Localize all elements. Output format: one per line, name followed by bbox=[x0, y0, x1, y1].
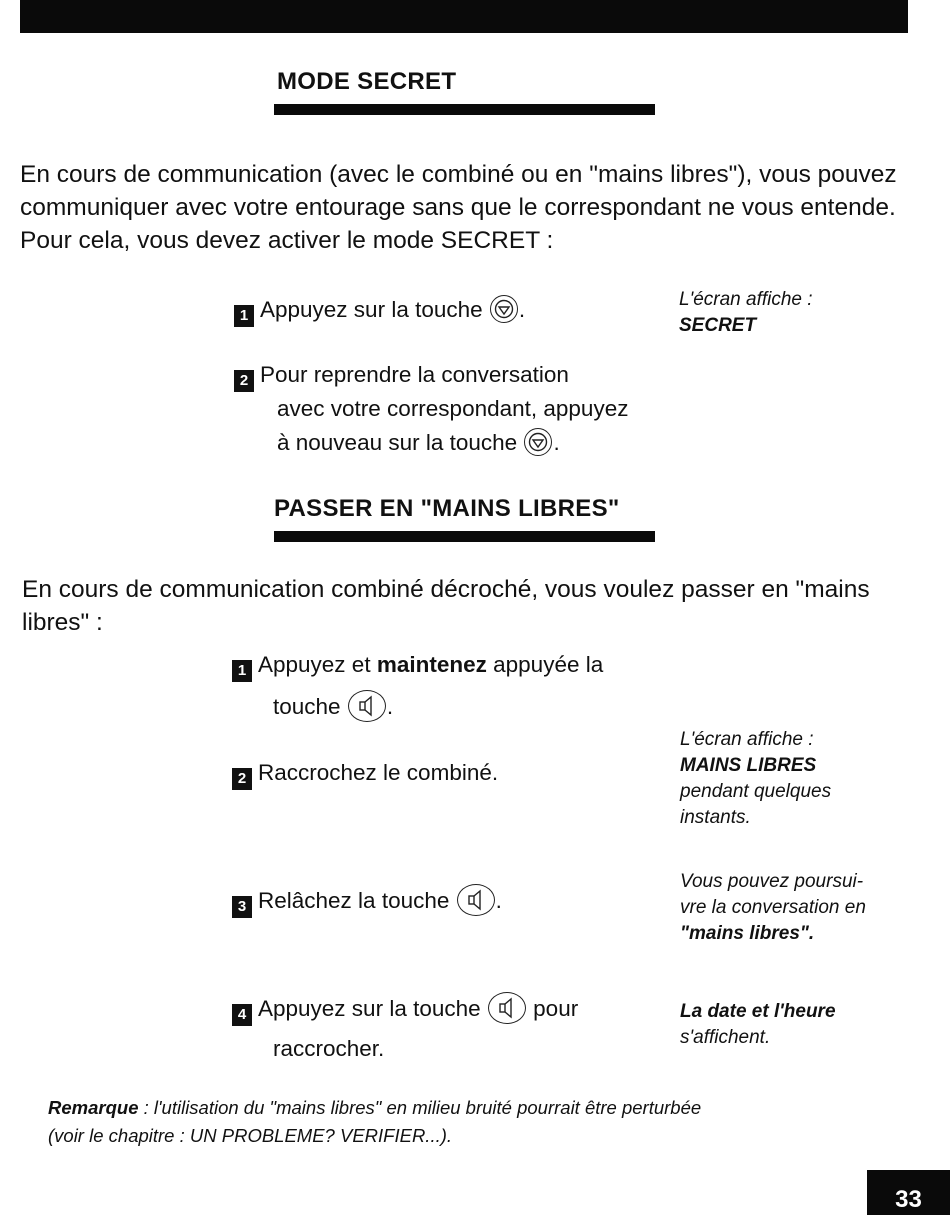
step-3-mains-libres: 3 Relâchez la touche . bbox=[232, 884, 502, 918]
step-text: Appuyez sur la touche bbox=[260, 297, 483, 322]
speaker-key-icon bbox=[488, 992, 526, 1024]
step-4-mains-libres: 4 Appuyez sur la touche pour raccrocher. bbox=[232, 992, 578, 1065]
step-text-line2: avec votre correspondant, appuyez bbox=[277, 396, 629, 421]
step-2-mains-libres: 2 Raccrochez le combiné. bbox=[232, 756, 498, 790]
step-2-secret: 2 Pour reprendre la conversation avec votre correspondant, appuyez à nouveau sur la touche . bbox=[234, 358, 628, 459]
step-1-mains-libres: 1 Appuyez et maintenez appuyée la touche . bbox=[232, 648, 603, 723]
step-number: 2 bbox=[234, 370, 254, 392]
secret-key-icon bbox=[524, 428, 552, 456]
section-title-mains-libres: PASSER EN "MAINS LIBRES" bbox=[274, 495, 620, 522]
speaker-key-icon bbox=[457, 884, 495, 916]
step-1-secret: 1 Appuyez sur la touche . bbox=[234, 293, 525, 327]
step-number: 3 bbox=[232, 896, 252, 918]
step-number: 4 bbox=[232, 1004, 252, 1026]
step-text-line1: Pour reprendre la conversation bbox=[260, 362, 569, 387]
page-number: 33 bbox=[867, 1170, 950, 1215]
intro-paragraph: En cours de communication (avec le combiné ou en "mains libres"), vous pouvez communiquer avec votre entourage sans que le correspondant ne vous entende. Pour cela, vous devez activer le mode SECRET : bbox=[20, 161, 897, 254]
screen-note-mains-libres: L'écran affiche : MAINS LIBRES pendant quelques instants. bbox=[680, 729, 832, 828]
top-bar bbox=[20, 0, 908, 33]
note-date-time: La date et l'heure s'affichent. bbox=[680, 1001, 836, 1048]
step-number: 2 bbox=[232, 768, 252, 790]
step-text-line3: à nouveau sur la touche bbox=[277, 430, 518, 455]
section-rule bbox=[274, 531, 655, 542]
section-title-mode-secret: MODE SECRET bbox=[277, 68, 457, 95]
remark-note: Remarque : l'utilisation du "mains libres" en milieu bruité pourrait être perturbée (voir le chapitre : UN PROBLEME? VERIFIER...). bbox=[48, 1097, 702, 1146]
section-rule bbox=[274, 104, 655, 115]
step-number: 1 bbox=[232, 660, 252, 682]
step-number: 1 bbox=[234, 305, 254, 327]
speaker-key-icon bbox=[348, 690, 386, 722]
screen-note-secret: L'écran affiche : SECRET bbox=[679, 289, 813, 336]
intro-paragraph-2: En cours de communication combiné décroché, vous voulez passer en "mains libres" : bbox=[22, 576, 870, 636]
remark-label: Remarque bbox=[48, 1097, 139, 1118]
note-continue-conversation: Vous pouvez poursui- vre la conversation en "mains libres". bbox=[680, 871, 866, 944]
secret-key-icon bbox=[490, 295, 518, 323]
